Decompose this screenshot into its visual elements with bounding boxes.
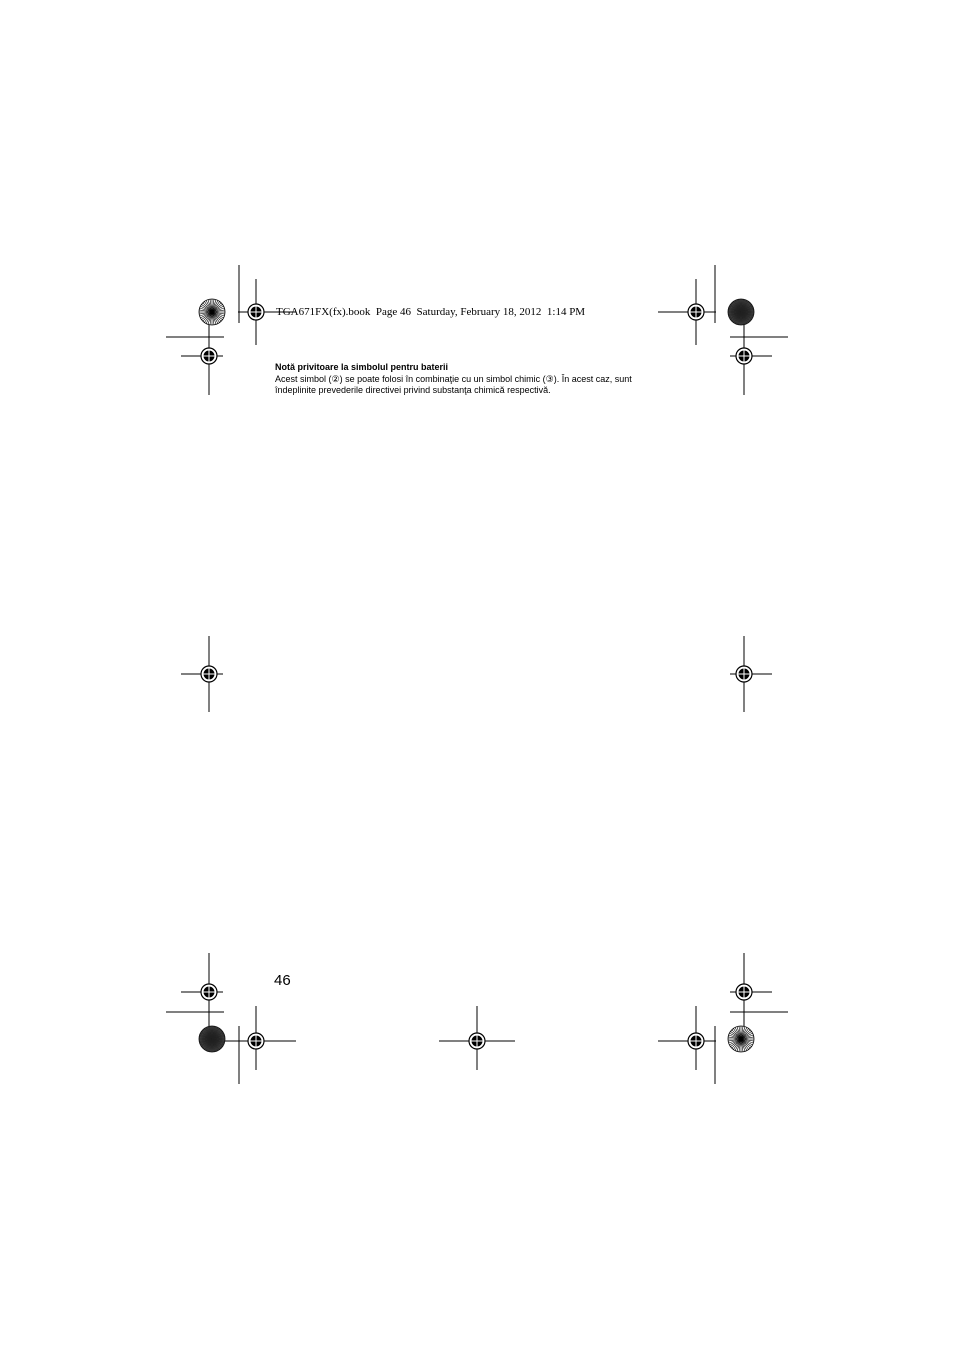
registration-target-icon	[658, 279, 716, 345]
starburst-light-icon	[728, 1026, 754, 1052]
starburst-ray	[212, 1027, 216, 1039]
starburst-ray	[741, 1039, 753, 1043]
starburst-ray	[728, 312, 741, 315]
starburst-disk	[199, 299, 225, 325]
starburst-ray	[212, 1039, 219, 1050]
starburst-ray	[741, 312, 749, 322]
starburst-ray	[200, 312, 212, 318]
starburst-ray	[741, 1033, 753, 1039]
target-inner-disk	[251, 307, 262, 318]
starburst-ray	[730, 312, 741, 319]
starburst-ray	[212, 312, 225, 314]
starburst-ray	[741, 312, 744, 325]
starburst-ray	[735, 312, 741, 323]
starburst-ray	[728, 309, 741, 312]
target-inner-disk	[204, 669, 215, 680]
starburst-ray	[741, 1039, 754, 1041]
starburst-ray	[212, 1028, 218, 1039]
starburst-ray	[200, 1034, 212, 1039]
starburst-disk	[728, 299, 754, 325]
starburst-ray	[212, 1029, 220, 1039]
starburst-ray	[741, 301, 747, 312]
starburst-ray	[206, 312, 212, 324]
starburst-dark-icon	[728, 299, 754, 325]
target-inner-disk	[204, 351, 215, 362]
starburst-ray	[212, 1039, 216, 1051]
registration-target-icon	[218, 1006, 296, 1070]
starburst-ray	[729, 1035, 741, 1039]
starburst-ray	[212, 1031, 222, 1039]
starburst-ray	[203, 312, 212, 321]
starburst-ray	[206, 1028, 212, 1039]
starburst-ray	[730, 306, 741, 312]
starburst-ray	[200, 308, 212, 312]
starburst-ray	[730, 1039, 741, 1047]
starburst-ray	[207, 1027, 212, 1039]
starburst-ray	[200, 312, 212, 316]
starburst-ray	[212, 1030, 221, 1039]
starburst-ray	[212, 312, 214, 325]
starburst-ray	[200, 1039, 212, 1044]
target-inner-disk	[472, 1036, 483, 1047]
starburst-ray	[203, 303, 212, 312]
starburst-ray	[199, 1039, 212, 1042]
starburst-ray	[212, 1038, 225, 1039]
starburst-ray	[740, 299, 741, 312]
starburst-ray	[199, 310, 212, 312]
starburst-ray	[739, 1039, 741, 1052]
starburst-ray	[741, 1039, 743, 1052]
starburst-ray	[741, 309, 754, 312]
starburst-ray	[212, 1039, 217, 1051]
starburst-ray	[741, 312, 752, 318]
target-inner-disk	[691, 307, 702, 318]
registration-target-icon	[730, 636, 772, 712]
starburst-ray	[741, 301, 748, 312]
starburst-ray	[741, 312, 754, 313]
starburst-ray	[732, 1030, 741, 1039]
target-outer-ring	[248, 304, 264, 320]
target-outer-ring	[736, 348, 752, 364]
starburst-ray	[211, 1026, 212, 1039]
starburst-ray	[734, 301, 741, 312]
starburst-ray	[205, 1039, 212, 1050]
starburst-ray	[202, 1031, 212, 1039]
starburst-ray	[204, 1039, 212, 1049]
target-outer-ring	[688, 304, 704, 320]
starburst-ray	[741, 312, 750, 321]
starburst-ray	[212, 1039, 224, 1044]
starburst-ray	[212, 1032, 223, 1039]
starburst-ray	[212, 301, 220, 312]
starburst-ray	[201, 304, 212, 312]
starburst-ray	[741, 1039, 750, 1048]
starburst-ray	[730, 1031, 741, 1039]
starburst-ray	[729, 1033, 741, 1039]
starburst-ray	[212, 312, 218, 324]
starburst-ray	[212, 1039, 223, 1046]
starburst-ray	[728, 312, 741, 313]
starburst-ray	[731, 312, 741, 320]
starburst-ray	[210, 312, 212, 325]
page-number: 46	[274, 972, 291, 989]
starburst-ray	[729, 308, 741, 312]
starburst-ray	[741, 305, 752, 312]
registration-target-icon	[181, 636, 223, 712]
starburst-ray	[212, 304, 223, 312]
starburst-ray	[741, 311, 754, 312]
starburst-ray	[729, 1039, 741, 1045]
starburst-ray	[200, 1039, 212, 1043]
starburst-ray	[741, 1035, 753, 1039]
starburst-ray	[199, 1038, 212, 1039]
starburst-ray	[200, 306, 212, 312]
starburst-ray	[212, 1039, 215, 1052]
starburst-ray	[735, 1027, 741, 1039]
starburst-ray	[741, 312, 753, 316]
starburst-ray	[739, 1026, 741, 1039]
starburst-ray	[738, 312, 741, 325]
starburst-ray	[741, 1039, 753, 1045]
target-outer-ring	[248, 1033, 264, 1049]
target-inner-disk	[739, 669, 750, 680]
starburst-ray	[729, 1039, 741, 1043]
starburst-ray	[741, 1026, 743, 1039]
starburst-ray	[741, 312, 751, 320]
starburst-ray	[200, 1035, 212, 1039]
starburst-ray	[733, 1028, 741, 1039]
starburst-ray	[741, 312, 746, 324]
starburst-ray	[741, 1039, 749, 1050]
starburst-ray	[212, 1039, 213, 1052]
starburst-ray	[733, 312, 741, 322]
starburst-ray	[730, 312, 741, 318]
starburst-ray	[212, 1039, 221, 1048]
starburst-ray	[208, 312, 212, 324]
starburst-ray	[210, 299, 212, 312]
starburst-ray	[212, 300, 216, 312]
starburst-ray	[735, 1039, 741, 1051]
target-inner-disk	[691, 1036, 702, 1047]
starburst-ray	[736, 312, 741, 324]
starburst-ray	[212, 1039, 223, 1045]
starburst-ray	[212, 312, 224, 318]
starburst-ray	[741, 303, 750, 312]
starburst-ray	[741, 1027, 747, 1039]
note-heading: Notă privitoare la simbolul pentru baterii	[275, 362, 449, 372]
starburst-ray	[209, 1026, 212, 1039]
starburst-ray	[741, 312, 753, 317]
starburst-ray	[212, 312, 220, 323]
target-outer-ring	[201, 666, 217, 682]
starburst-ray	[729, 312, 741, 317]
starburst-ray	[209, 1039, 212, 1052]
starburst-ray	[212, 1026, 215, 1039]
starburst-ray	[741, 300, 745, 312]
starburst-ray	[208, 300, 212, 312]
registration-target-icon	[730, 953, 772, 1031]
starburst-ray	[212, 1033, 223, 1039]
starburst-ray	[741, 1039, 752, 1047]
target-outer-ring	[201, 348, 217, 364]
starburst-ray	[738, 299, 741, 312]
starburst-ray	[741, 312, 748, 323]
starburst-ray	[212, 312, 221, 321]
starburst-ray	[740, 312, 741, 325]
starburst-ray	[212, 1026, 213, 1039]
registration-target-icon	[181, 953, 223, 1031]
note-body-line-1: Acest simbol (②) se poate folosi în combinaţie cu un simbol chimic (③). În acest caz, sunt	[275, 373, 632, 384]
starburst-ray	[212, 1039, 225, 1040]
starburst-ray	[203, 1039, 212, 1048]
starburst-ray	[732, 1039, 741, 1048]
starburst-ray	[741, 1039, 745, 1051]
starburst-ray	[212, 1039, 218, 1050]
starburst-ray	[741, 306, 752, 312]
starburst-ray	[741, 1037, 754, 1039]
registration-target-icon	[658, 1006, 716, 1070]
target-outer-ring	[736, 984, 752, 1000]
battery-symbol-note	[275, 362, 715, 397]
starburst-ray	[731, 304, 741, 312]
starburst-ray	[206, 300, 212, 312]
target-outer-ring	[688, 1033, 704, 1049]
starburst-ray	[728, 1039, 741, 1041]
starburst-ray	[212, 308, 224, 312]
starburst-ray	[212, 1028, 219, 1039]
starburst-ray	[741, 300, 746, 312]
starburst-ray	[201, 1039, 212, 1045]
starburst-ray	[741, 1028, 749, 1039]
starburst-ray	[212, 1039, 225, 1042]
starburst-ray	[212, 306, 224, 312]
starburst-ray	[730, 305, 741, 312]
starburst-ray	[212, 1027, 217, 1039]
starburst-ray	[212, 1039, 222, 1047]
starburst-ray	[212, 312, 224, 316]
starburst-ray	[728, 1037, 741, 1039]
starburst-ray	[741, 1039, 747, 1051]
starburst-ray	[207, 1039, 212, 1051]
starburst-disk	[728, 1026, 754, 1052]
print-job-header: TGA671FX(fx).book Page 46 Saturday, February 18, 2012 1:14 PM	[276, 306, 586, 318]
starburst-ray	[212, 312, 223, 320]
registration-target-icon	[730, 320, 772, 395]
starburst-ray	[741, 299, 742, 312]
starburst-ray	[201, 312, 212, 320]
starburst-ray	[734, 312, 741, 323]
starburst-ray	[741, 312, 747, 323]
starburst-ray	[212, 299, 214, 312]
starburst-ray	[212, 1036, 225, 1039]
starburst-ray	[203, 1030, 212, 1039]
starburst-ray	[732, 303, 741, 312]
registration-target-icon	[181, 320, 223, 395]
starburst-ray	[212, 300, 218, 312]
note-body-line-2: îndeplinite prevederile directivei privind substanţa chimică respectivă.	[275, 385, 551, 395]
starburst-ray	[741, 302, 749, 312]
starburst-ray	[729, 312, 741, 316]
starburst-ray	[212, 1035, 224, 1039]
starburst-ray	[208, 1039, 212, 1051]
starburst-ray	[733, 302, 741, 312]
starburst-dark-icon	[199, 1026, 225, 1052]
starburst-ray	[737, 300, 741, 312]
starburst-ray	[202, 1039, 212, 1047]
starburst-ray	[204, 301, 212, 312]
starburst-ray	[201, 1033, 212, 1039]
target-inner-disk	[251, 1036, 262, 1047]
starburst-ray	[728, 311, 741, 312]
starburst-ray	[736, 300, 741, 312]
registration-target-icon	[439, 1006, 515, 1070]
starburst-ray	[212, 310, 225, 312]
starburst-ray	[204, 312, 212, 323]
starburst-ray	[212, 1039, 224, 1043]
starburst-ray	[741, 299, 744, 312]
starburst-ray	[204, 1029, 212, 1039]
starburst-ray	[199, 312, 212, 314]
target-outer-ring	[736, 666, 752, 682]
starburst-ray	[212, 1039, 220, 1049]
starburst-ray	[212, 1034, 224, 1039]
starburst-ray	[741, 312, 752, 319]
starburst-ray	[741, 307, 753, 312]
starburst-ray	[729, 307, 741, 312]
target-inner-disk	[739, 351, 750, 362]
starburst-ray	[732, 312, 741, 321]
starburst-ray	[211, 1039, 212, 1052]
starburst-ray	[741, 308, 753, 312]
target-inner-disk	[739, 987, 750, 998]
starburst-ray	[737, 1039, 741, 1051]
starburst-disk	[199, 1026, 225, 1052]
starburst-ray	[741, 312, 754, 315]
starburst-ray	[201, 1039, 212, 1046]
starburst-ray	[199, 1039, 212, 1040]
starburst-ray	[212, 303, 221, 312]
starburst-ray	[741, 312, 742, 325]
starburst-light-icon	[199, 299, 225, 325]
starburst-ray	[741, 304, 751, 312]
starburst-ray	[741, 312, 745, 324]
starburst-ray	[199, 1036, 212, 1039]
starburst-ray	[212, 312, 216, 324]
starburst-ray	[205, 1028, 212, 1039]
starburst-ray	[741, 1030, 750, 1039]
starburst-ray	[201, 1032, 212, 1039]
target-outer-ring	[201, 984, 217, 1000]
target-outer-ring	[469, 1033, 485, 1049]
starburst-ray	[741, 1027, 745, 1039]
target-inner-disk	[204, 987, 215, 998]
starburst-ray	[208, 1027, 212, 1039]
starburst-ray	[737, 1027, 741, 1039]
starburst-ray	[741, 1031, 752, 1039]
starburst-ray	[735, 301, 741, 312]
starburst-ray	[737, 312, 741, 324]
starburst-ray	[206, 1039, 212, 1050]
starburst-ray	[733, 1039, 741, 1050]
